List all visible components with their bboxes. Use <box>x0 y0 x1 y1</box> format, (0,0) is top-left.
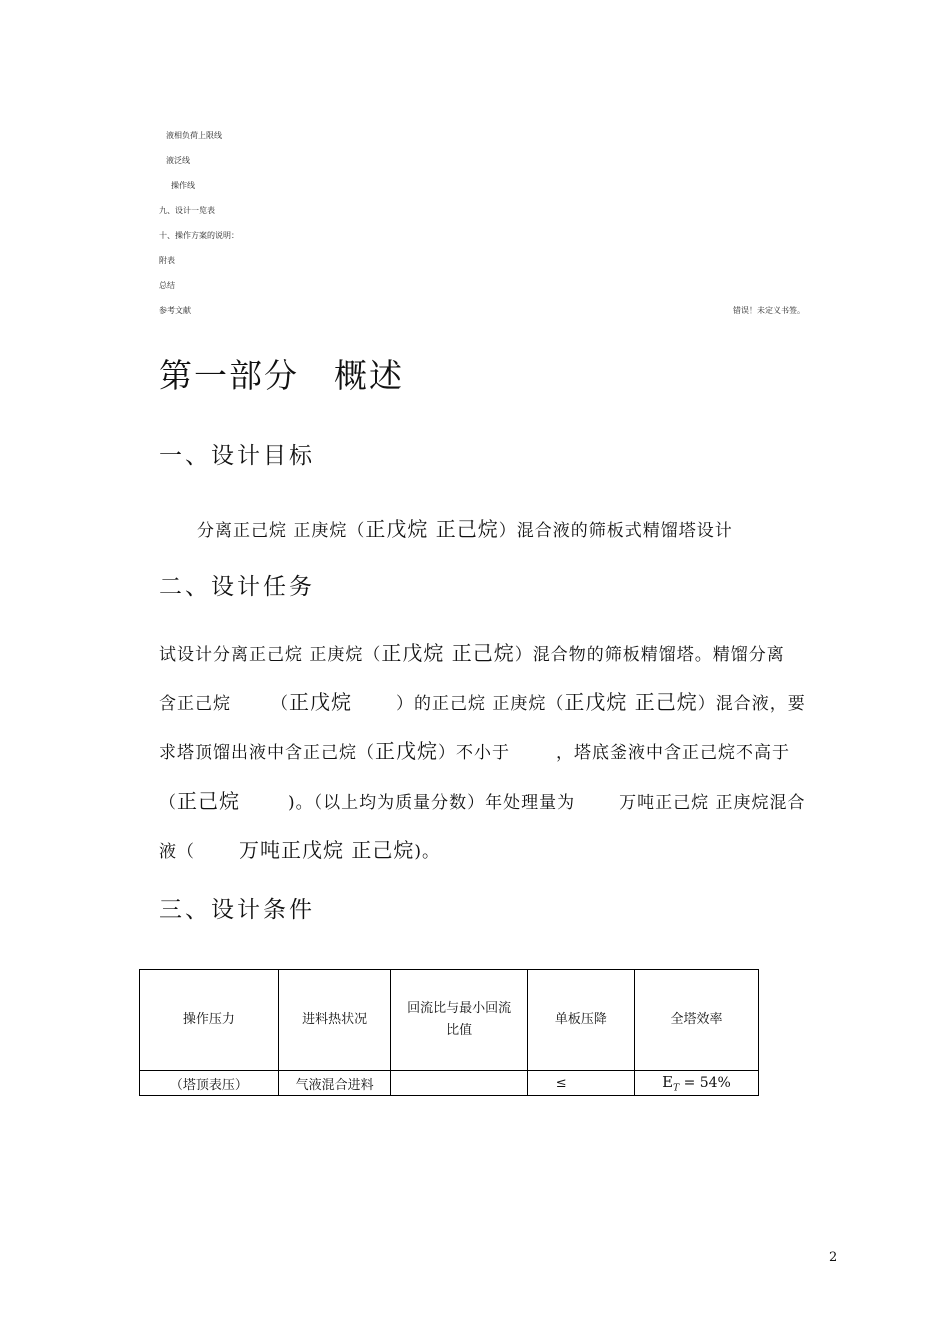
toc-item: 液泛线 <box>166 156 190 165</box>
section-heading-conditions: 三、设计条件 <box>159 897 315 923</box>
table-cell: （塔顶表压） <box>140 1071 279 1096</box>
toc-error-note: 错误！未定义书签。 <box>733 306 805 315</box>
page-number: 2 <box>829 1250 838 1265</box>
toc-item: 九、设计一览表 <box>159 206 215 215</box>
table-cell: ≤ <box>527 1071 634 1096</box>
table-row <box>140 1071 759 1096</box>
toc-item: 液相负荷上限线 <box>166 131 222 140</box>
toc-item: 附表 <box>159 256 175 265</box>
table-header-row <box>140 970 759 1071</box>
task-line-4: （正己烷 )。（以上均为质量分数）年处理量为 万吨正己烷 正庚烷混合 <box>159 789 806 813</box>
goal-text: 分离正己烷 正庚烷（正戊烷 正己烷）混合液的筛板式精馏塔设计 <box>197 517 733 541</box>
table-header-cell: 回流比与最小回流比值 <box>391 970 527 1071</box>
toc-item: 十、操作方案的说明： <box>159 231 239 240</box>
task-line-1: 试设计分离正己烷 正庚烷（正戊烷 正己烷）混合物的筛板精馏塔。精馏分离 <box>159 641 785 665</box>
table-header-cell: 全塔效率 <box>635 970 759 1071</box>
table-cell <box>391 1071 527 1096</box>
table-cell-efficiency: $E_T = 54\%$ <box>635 1071 759 1096</box>
table-header-cell: 进料热状况 <box>278 970 391 1071</box>
task-line-3: 求塔顶馏出液中含正己烷（正戊烷）不小于 ，塔底釜液中含正己烷不高于 <box>159 739 790 763</box>
toc-item: 操作线 <box>171 181 195 190</box>
section-heading-goal: 一、设计目标 <box>159 443 315 469</box>
section-heading-task: 二、设计任务 <box>159 574 315 600</box>
toc-item: 参考文献 <box>159 306 191 315</box>
task-line-5: 液（ 万吨正戊烷 正己烷)。 <box>159 838 440 862</box>
conditions-table <box>139 969 759 1096</box>
task-line-2: 含正己烷 （正戊烷 ）的正己烷 正庚烷（正戊烷 正己烷）混合液，要 <box>159 690 806 714</box>
part-title: 第一部分 概述 <box>159 356 404 395</box>
table-cell: 气液混合进料 <box>278 1071 391 1096</box>
table-header-cell: 单板压降 <box>527 970 634 1071</box>
toc-item: 总结 <box>159 281 175 290</box>
table-header-cell: 操作压力 <box>140 970 279 1071</box>
